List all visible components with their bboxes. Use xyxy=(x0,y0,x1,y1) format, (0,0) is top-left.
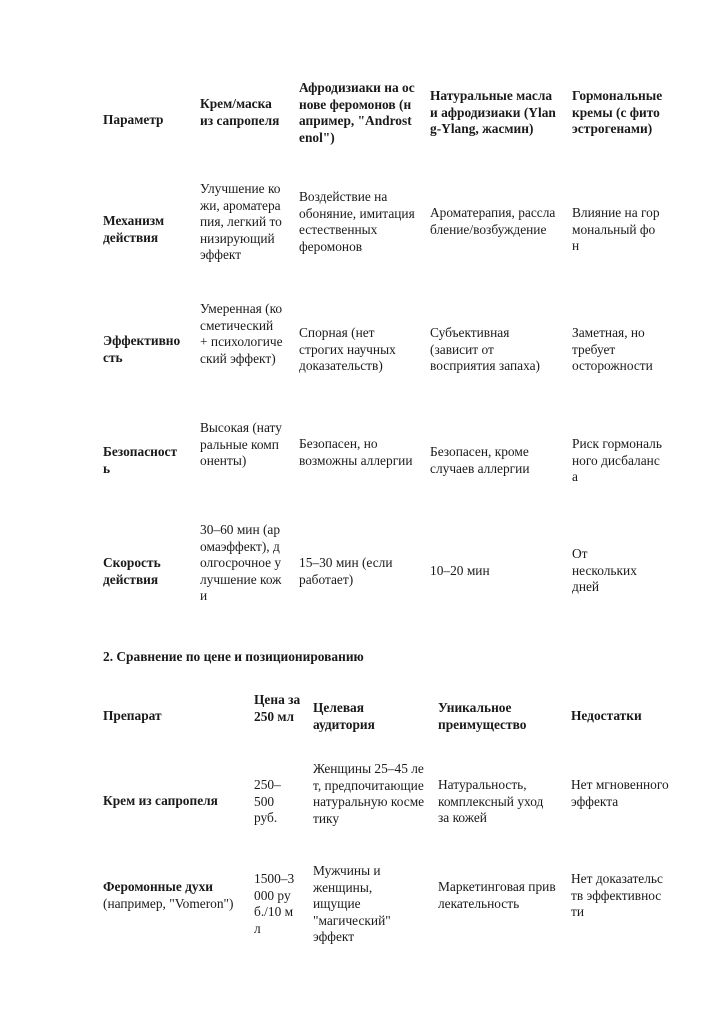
table2-row1-audience: Женщины 25–45 лет, предпочитающие натуральную косметику xyxy=(313,761,425,826)
table1-row3-hormonal: Риск гормонального дисбаланса xyxy=(572,436,662,485)
table2-header-product: Препарат xyxy=(103,708,162,723)
table1-header-sapropel: Крем/маска из сапропеля xyxy=(200,96,280,128)
table2-row1-drawback: Нет мгновенного эффекта xyxy=(571,777,669,809)
table1-row4-hormonal: От нескольких дней xyxy=(572,546,637,595)
table1-row3-pheromones: Безопасен, но возможны аллергии xyxy=(299,436,413,468)
section-2-title: 2. Сравнение по цене и позиционированию xyxy=(103,649,364,664)
table1-row4-oils: 10–20 мин xyxy=(430,563,490,578)
table2-row2-drawback: Нет доказательств эффективности xyxy=(571,871,663,920)
table1-row1-param: Механизм действия xyxy=(103,213,165,245)
table2-row1-product xyxy=(103,793,243,810)
table1-row3-oils: Безопасен, кроме случаев аллергии xyxy=(430,444,530,476)
table1-header-hormonal: Гормональные кремы (с фитоэстрогенами) xyxy=(572,88,663,137)
table2-header-advantage: Уникальное преимущество xyxy=(438,700,527,732)
table2-row2-audience: Мужчины и женщины, ищущие "магический" эффект xyxy=(313,863,391,945)
table1-row1-sapropel: Улучшение кожи, ароматерапия, легкий тонизирующий эффект xyxy=(200,181,282,263)
table2-row1-price: 250–500 руб. xyxy=(254,777,281,826)
table1-row4-param: Скорость действия xyxy=(103,555,161,587)
table1-row2-oils: Субъективная (зависит от восприятия запаха) xyxy=(430,325,541,374)
table1-row3-sapropel: Высокая (натуральные компоненты) xyxy=(200,420,282,469)
table2-row2-product-name: Феромонные духи xyxy=(103,879,214,894)
table2-header-audience: Целевая аудитория xyxy=(313,700,375,732)
table1-header-pheromones: Афродизиаки на основе феромонов (например, "Androstenol") xyxy=(299,80,415,145)
table2-row2-advantage: Маркетинговая привлекательность xyxy=(438,879,556,911)
table1-row4-pheromones: 15–30 мин (если работает) xyxy=(299,555,393,587)
table1-row2-hormonal: Заметная, но требует осторожности xyxy=(572,325,653,374)
table1-header-param: Параметр xyxy=(103,112,164,127)
table1-row1-pheromones: Воздействие на обоняние, имитация естественных феромонов xyxy=(299,189,415,254)
table1-row2-param: Эффективность xyxy=(103,333,181,365)
table2-row2-product xyxy=(103,879,243,912)
table2-row2-product-note: (например, "Vomeron") xyxy=(103,895,234,911)
table1-row1-hormonal: Влияние на гормональный фон xyxy=(572,205,660,254)
table2-row1-advantage: Натуральность, комплексный уход за кожей xyxy=(438,777,544,826)
table1-row3-param: Безопасность xyxy=(103,444,178,476)
table1-row1-oils: Ароматерапия, расслабление/возбуждение xyxy=(430,205,556,237)
table2-header-price: Цена за 250 мл xyxy=(254,692,301,724)
table2-row1-product-name: Крем из сапропеля xyxy=(103,793,218,808)
table2-header-drawbacks: Недостатки xyxy=(571,708,642,723)
table2-row2-price: 1500–3000 руб./10 мл xyxy=(254,871,295,936)
table1-row2-pheromones: Спорная (нет строгих научных доказательств) xyxy=(299,325,396,374)
table1-row4-sapropel: 30–60 мин (аромаэффект), долгосрочное улучшение кожи xyxy=(200,522,282,604)
table1-row2-sapropel: Умеренная (косметический + психологический эффект) xyxy=(200,301,283,366)
table1-header-oils: Натуральные масла и афродизиаки (Ylang-Ylang, жасмин) xyxy=(430,88,556,137)
